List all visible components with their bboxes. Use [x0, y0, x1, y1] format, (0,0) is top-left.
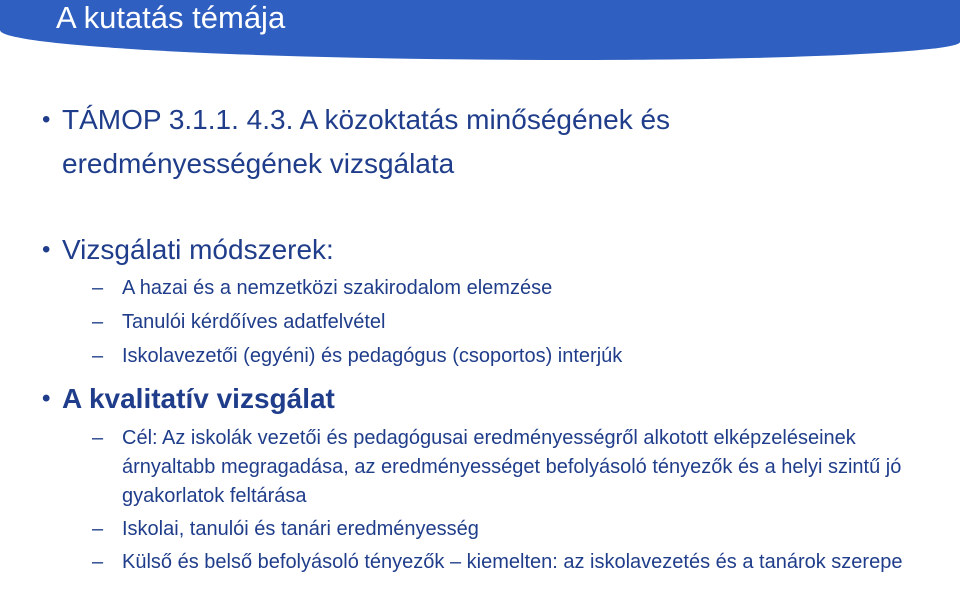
subitem-text: Iskolavezetői (egyéni) és pedagógus (csoportos) interjúk: [122, 345, 623, 367]
bullet-marker: •: [42, 106, 51, 133]
subitem: [92, 548, 942, 577]
subitem: [92, 342, 942, 371]
bullet-1: [42, 98, 932, 186]
subitem: [92, 515, 942, 544]
dash-marker: –: [92, 311, 104, 333]
dash-marker: –: [92, 345, 104, 367]
dash-marker: –: [92, 551, 104, 573]
bullet-2-text: Vizsgálati módszerek:: [62, 234, 334, 265]
subitem-text: Cél: Az iskolák vezetői és pedagógusai eredményességről alkotott elképzeléseinek árnyaltabb megragadása, az eredményességet befolyásoló tényezők és a helyi szintű jó gyakorlatok feltárása: [122, 427, 902, 507]
dash-marker: –: [92, 427, 104, 449]
bullet-1-text: TÁMOP 3.1.1. 4.3. A közoktatás minőségének és eredményességének vizsgálata: [62, 104, 671, 179]
dash-marker: –: [92, 518, 104, 540]
bullet-3: [42, 377, 932, 421]
bullet-2: [42, 228, 932, 272]
dash-marker: –: [92, 277, 104, 299]
bullet-marker: •: [42, 385, 51, 412]
subitem-text: A hazai és a nemzetközi szakirodalom elemzése: [122, 277, 553, 299]
bullet-marker: •: [42, 236, 51, 263]
subitem: [92, 274, 942, 303]
title-bar: [0, 0, 960, 60]
slide-title: A kutatás témája: [56, 0, 286, 35]
subitem: [92, 308, 942, 337]
bullet-3-text: A kvalitatív vizsgálat: [62, 383, 335, 414]
subitem-text: Tanulói kérdőíves adatfelvétel: [122, 311, 386, 333]
subitem-text: Külső és belső befolyásoló tényezők – kiemelten: az iskolavezetés és a tanárok szerepe: [122, 551, 903, 573]
subitem-text: Iskolai, tanulói és tanári eredményesség: [122, 518, 479, 540]
subitem: [92, 424, 942, 511]
